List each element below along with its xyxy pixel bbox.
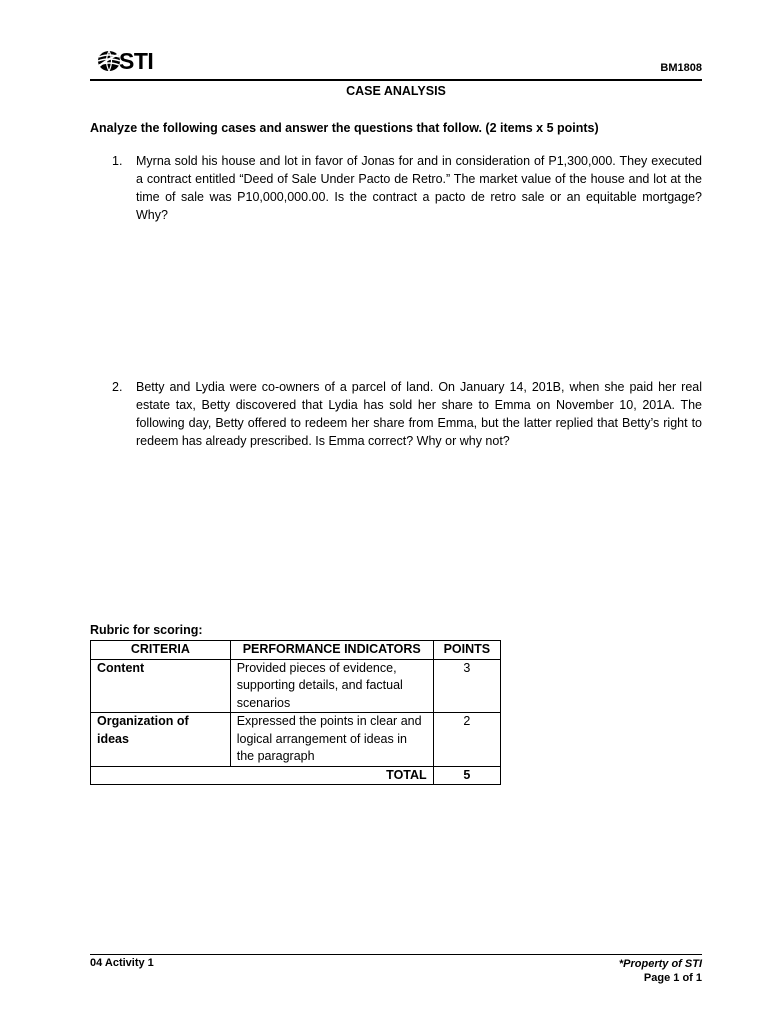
points-cell: 3 — [433, 659, 500, 713]
case-item-2 — [90, 378, 702, 450]
item-number: 1. — [112, 154, 123, 168]
sti-logo — [96, 49, 153, 73]
total-label: TOTAL — [91, 766, 434, 785]
item-text: Myrna sold his house and lot in favor of Jonas for and in consideration of P1,300,000. They executed a contract entitled “Deed of Sale Under Pacto de Retro.” The market value of the house and lot at the time of sale was P10,000,000.00. Is the contract a pacto de retro sale or an equitable mortgage? Why? — [136, 154, 702, 222]
indicator-cell: Provided pieces of evidence, supporting details, and factual scenarios — [230, 659, 433, 713]
footer-divider — [90, 954, 702, 955]
header-performance-indicators: PERFORMANCE INDICATORS — [230, 641, 433, 660]
header-points: POINTS — [433, 641, 500, 660]
logo-text: STI — [119, 48, 154, 74]
total-row — [91, 766, 501, 785]
page-number: Page 1 of 1 — [643, 972, 702, 984]
page-title: CASE ANALYSIS — [346, 84, 446, 98]
criteria-cell: Organization of ideas — [91, 713, 231, 767]
instructions: Analyze the following cases and answer the questions that follow. (2 items x 5 points) — [90, 121, 599, 135]
table-row — [91, 713, 501, 767]
criteria-cell: Content — [91, 659, 231, 713]
rubric-table — [90, 640, 501, 785]
indicator-cell: Expressed the points in clear and logical arrangement of ideas in the paragraph — [230, 713, 433, 767]
table-header-row — [91, 641, 501, 660]
item-number: 2. — [112, 380, 123, 394]
table-row — [91, 659, 501, 713]
case-item-1 — [90, 152, 702, 224]
footer-right — [619, 957, 702, 985]
header-criteria: CRITERIA — [91, 641, 231, 660]
points-cell: 2 — [433, 713, 500, 767]
header-divider — [90, 79, 702, 81]
document-code: BM1808 — [660, 62, 702, 74]
total-points: 5 — [433, 766, 500, 785]
rubric-title: Rubric for scoring: — [90, 623, 203, 637]
property-notice: *Property of STI — [618, 958, 702, 970]
item-text: Betty and Lydia were co-owners of a parcel of land. On January 14, 201B, when she paid her real estate tax, Betty discovered that Lydia has sold her share to Emma on November 10, 201A. The following day, Betty offered to redeem her share from Emma, but the latter replied that Betty’s right to redeem has already prescribed. Is Emma correct? Why or why not? — [136, 380, 702, 448]
footer-activity-label: 04 Activity 1 — [90, 957, 154, 969]
